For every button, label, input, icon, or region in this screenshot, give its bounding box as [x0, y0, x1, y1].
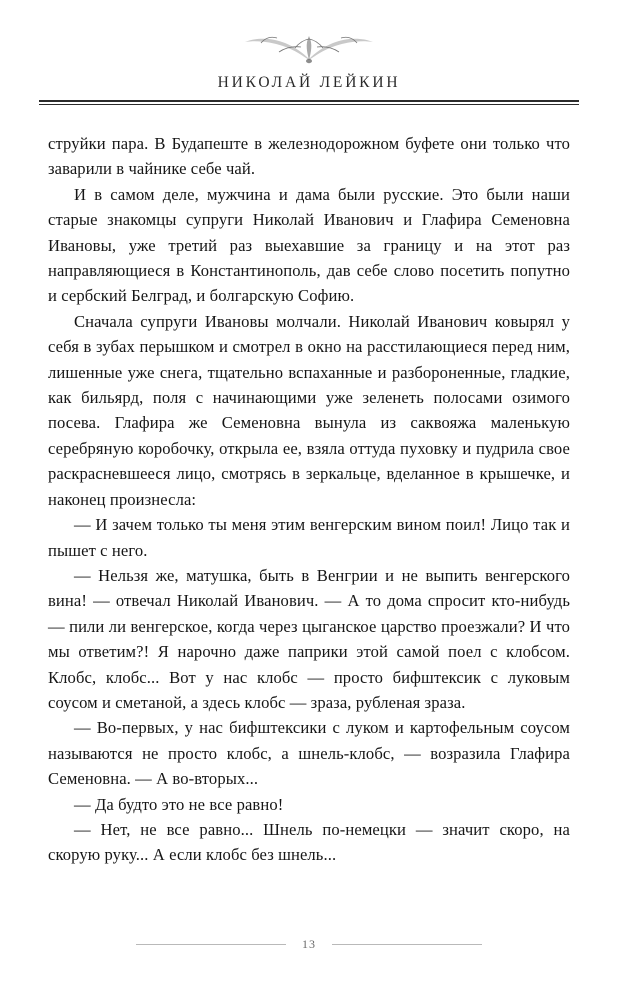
- paragraph: — Нельзя же, матушка, быть в Венгрии и не выпить венгерского вина! — отвечал Николай Иванович. — А то дома спросит кто-нибудь — пили ли венгерское, когда через цыганское царство проезжали? И что мы ответим?! Я нарочно даже паприки этой самой поел с клобсом. Клобс, клобс... Вот у нас клобс — просто бифштексик с луковым соусом и сметаной, а здесь клобс — зраза, рубленая зраза.: [48, 565, 570, 712]
- paragraph: — И зачем только ты меня этим венгерским вином поил! Лицо так и пышет с него.: [48, 515, 570, 560]
- footer-rule-right: [332, 944, 482, 945]
- header-rule-thick: [39, 100, 579, 102]
- page-header: [0, 0, 618, 105]
- paragraph: — Да будто это не все равно!: [74, 794, 284, 814]
- paragraph: — Во-первых, у нас бифштексики с луком и картофельным соусом называются не просто клобс, а шнель-клобс, — возразила Глафира Семеновна. — А во-вторых...: [48, 718, 570, 789]
- running-head: НИКОЛАЙ ЛЕЙКИН: [217, 74, 401, 91]
- floral-vignette-icon: [199, 26, 419, 70]
- page-body: [48, 105, 570, 868]
- paragraph: Сначала супруги Ивановы молчали. Николай Иванович ковырял у себя в зубах перышком и смотрел в окно на расстилающиеся перед ним, лишенные уже снега, тщательно вспаханные и разбороненные, гладкие, как бильярд, поля с начинающими уже зеленеть полосами озимого посева. Глафира же Семеновна вынула из саквояжа маленькую серебряную коробочку, открыла ее, взяла оттуда пуховку и пудрила свое раскрасневшееся лицо, смотрясь в зеркальце, вделанное в крышечке, и наконец произнесла:: [48, 311, 570, 509]
- paragraph: струйки пара. В Будапеште в железнодорожном буфете они только что заварили в чайнике себе чай.: [48, 134, 570, 179]
- footer-rule-left: [136, 944, 286, 945]
- paragraph: — Нет, не все равно... Шнель по-немецки — значит скоро, на скорую руку... А если клобс без шнель...: [48, 819, 570, 865]
- page-footer: [0, 937, 618, 952]
- paragraph: И в самом деле, мужчина и дама были русские. Это были наши старые знакомцы супруги Николай Иванович и Глафира Семеновна Ивановы, уже третий раз выехавшие за границу и на этот раз направляющиеся в Константинополь, дав себе слово посетить попутно и сербский Белград, и болгарскую Софию.: [48, 184, 570, 306]
- page-number: 13: [302, 937, 316, 951]
